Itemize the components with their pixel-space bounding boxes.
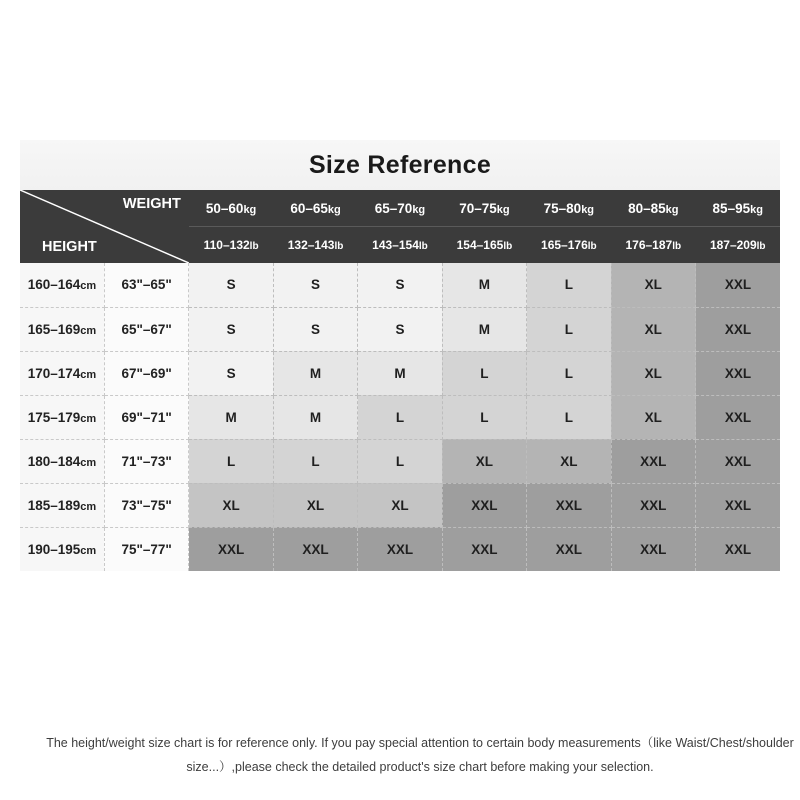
size-cell: L — [442, 395, 526, 439]
height-cm-unit: cm — [80, 412, 97, 425]
size-reference-chart — [20, 140, 794, 774]
size-cell: XXL — [696, 439, 781, 483]
size-cell: XXL — [442, 483, 526, 527]
table-body — [20, 263, 780, 571]
weight-lb-value: 143–154 — [372, 238, 419, 252]
disclaimer-note: The height/weight size chart is for reference only. If you pay special attention to certain body measurements（like Waist/Chest/shoulder size...）,please check the detailed product's size chart before making your selection. — [46, 736, 794, 774]
table-row — [20, 307, 780, 351]
height-cm-value: 170–174 — [27, 365, 81, 381]
height-cm-unit: cm — [80, 500, 97, 513]
weight-kg-header-cell — [696, 190, 781, 227]
size-cell: L — [527, 351, 611, 395]
weight-kg-value: 70–75 — [459, 200, 497, 216]
size-cell: L — [358, 395, 442, 439]
size-cell: XL — [611, 263, 695, 307]
height-cm-cell — [20, 351, 104, 395]
size-cell: XL — [189, 483, 273, 527]
weight-lb-unit: lb — [672, 241, 682, 252]
size-cell: S — [189, 307, 273, 351]
height-cm-cell — [20, 439, 104, 483]
size-cell: M — [442, 263, 526, 307]
weight-kg-unit: kg — [665, 203, 679, 216]
weight-kg-value: 65–70 — [374, 200, 413, 216]
height-cm-unit: cm — [80, 456, 97, 469]
weight-lb-value: 132–143 — [287, 238, 335, 252]
size-cell: XXL — [696, 351, 781, 395]
height-cm-cell — [20, 483, 104, 527]
size-cell: M — [358, 351, 442, 395]
weight-lb-unit: lb — [503, 241, 513, 252]
table-row — [20, 263, 780, 307]
size-cell: XXL — [189, 527, 273, 571]
weight-kg-unit: kg — [412, 203, 426, 216]
height-cm-cell — [20, 395, 104, 439]
size-cell: L — [273, 439, 357, 483]
weight-lb-unit: lb — [756, 241, 766, 252]
weight-kg-unit: kg — [243, 203, 257, 216]
size-cell: XL — [611, 395, 695, 439]
weight-kg-unit: kg — [327, 203, 341, 216]
weight-axis-label: WEIGHT — [122, 196, 181, 212]
height-inch-cell: 75"–77" — [104, 527, 188, 571]
weight-lb-header-cell — [696, 227, 781, 264]
height-cm-value: 180–184 — [27, 453, 81, 469]
height-cm-value: 175–179 — [27, 409, 81, 425]
table-header — [20, 190, 780, 263]
size-cell: S — [358, 307, 442, 351]
weight-kg-value: 60–65 — [290, 200, 328, 216]
weight-lb-header-cell — [442, 227, 526, 264]
weight-kg-value: 75–80 — [543, 200, 582, 216]
weight-kg-value: 80–85 — [628, 200, 666, 216]
height-inch-cell: 71"–73" — [104, 439, 188, 483]
size-cell: XL — [358, 483, 442, 527]
weight-kg-unit: kg — [750, 203, 763, 216]
table-row — [20, 351, 780, 395]
size-cell: XXL — [527, 527, 611, 571]
size-cell: XXL — [696, 307, 781, 351]
size-cell: L — [358, 439, 442, 483]
weight-kg-header-cell — [442, 190, 526, 227]
height-inch-cell: 69"–71" — [104, 395, 188, 439]
weight-kg-header-cell — [273, 190, 357, 227]
size-cell: XL — [611, 351, 695, 395]
weight-lb-value: 165–176 — [541, 238, 588, 252]
height-axis-label: HEIGHT — [42, 239, 97, 255]
chart-title-bar — [20, 140, 780, 190]
weight-lb-header-cell — [358, 227, 442, 264]
size-cell: XXL — [611, 527, 695, 571]
weight-kg-value: 85–95 — [712, 200, 751, 216]
weight-lb-value: 110–132 — [203, 238, 250, 252]
size-cell: L — [527, 263, 611, 307]
weight-lb-header-cell — [611, 227, 695, 264]
size-cell: XXL — [273, 527, 357, 571]
table-row — [20, 395, 780, 439]
size-cell: XXL — [611, 439, 695, 483]
weight-kg-unit: kg — [496, 203, 510, 216]
weight-lb-header-cell — [273, 227, 357, 264]
size-cell: XXL — [696, 263, 781, 307]
size-cell: S — [189, 351, 273, 395]
weight-lb-value: 154–165 — [456, 238, 504, 252]
weight-lb-value: 187–209 — [709, 238, 757, 252]
height-cm-value: 190–195 — [27, 541, 81, 557]
height-cm-cell — [20, 307, 104, 351]
height-cm-unit: cm — [80, 280, 97, 293]
height-cm-value: 160–164 — [27, 277, 81, 293]
size-cell: L — [527, 395, 611, 439]
header-corner-cell — [20, 190, 189, 263]
height-cm-value: 165–169 — [27, 321, 81, 337]
weight-kg-value: 50–60 — [205, 200, 244, 216]
height-cm-unit: cm — [80, 544, 97, 557]
weight-lb-unit: lb — [418, 241, 428, 252]
size-cell: XXL — [611, 483, 695, 527]
size-cell: XXL — [696, 483, 781, 527]
weight-kg-unit: kg — [581, 203, 595, 216]
size-cell: XXL — [358, 527, 442, 571]
table-row — [20, 483, 780, 527]
weight-kg-header-cell — [611, 190, 695, 227]
size-cell: XXL — [696, 527, 781, 571]
weight-lb-header-cell — [527, 227, 611, 264]
height-inch-cell: 73"–75" — [104, 483, 188, 527]
height-cm-cell — [20, 527, 104, 571]
size-cell: S — [273, 307, 357, 351]
size-cell: M — [442, 307, 526, 351]
size-cell: S — [358, 263, 442, 307]
height-inch-cell: 65"–67" — [104, 307, 188, 351]
size-cell: M — [273, 351, 357, 395]
height-inch-cell: 67"–69" — [104, 351, 188, 395]
size-cell: XL — [527, 439, 611, 483]
height-inch-cell: 63"–65" — [104, 263, 188, 307]
size-cell: M — [273, 395, 357, 439]
size-cell: XXL — [696, 395, 781, 439]
weight-lb-value: 176–187 — [625, 238, 673, 252]
size-cell: XL — [611, 307, 695, 351]
size-cell: L — [189, 439, 273, 483]
weight-lb-unit: lb — [249, 241, 259, 252]
size-cell: XL — [442, 439, 526, 483]
table-row — [20, 439, 780, 483]
weight-lb-header-cell — [189, 227, 273, 264]
table-row — [20, 527, 780, 571]
size-cell: XL — [273, 483, 357, 527]
weight-kg-header-cell — [358, 190, 442, 227]
size-cell: L — [442, 351, 526, 395]
size-cell: S — [273, 263, 357, 307]
height-cm-cell — [20, 263, 104, 307]
size-cell: XXL — [442, 527, 526, 571]
height-cm-unit: cm — [80, 368, 97, 381]
size-cell: XXL — [527, 483, 611, 527]
size-table — [20, 190, 780, 571]
height-cm-value: 185–189 — [27, 497, 81, 513]
size-cell: M — [189, 395, 273, 439]
height-cm-unit: cm — [80, 324, 97, 337]
weight-kg-header-cell — [527, 190, 611, 227]
size-cell: L — [527, 307, 611, 351]
size-cell: S — [189, 263, 273, 307]
page-title: Size Reference — [308, 150, 492, 179]
weight-lb-unit: lb — [587, 241, 597, 252]
table-header-row-kg — [20, 190, 780, 227]
weight-kg-header-cell — [189, 190, 273, 227]
weight-lb-unit: lb — [334, 241, 344, 252]
